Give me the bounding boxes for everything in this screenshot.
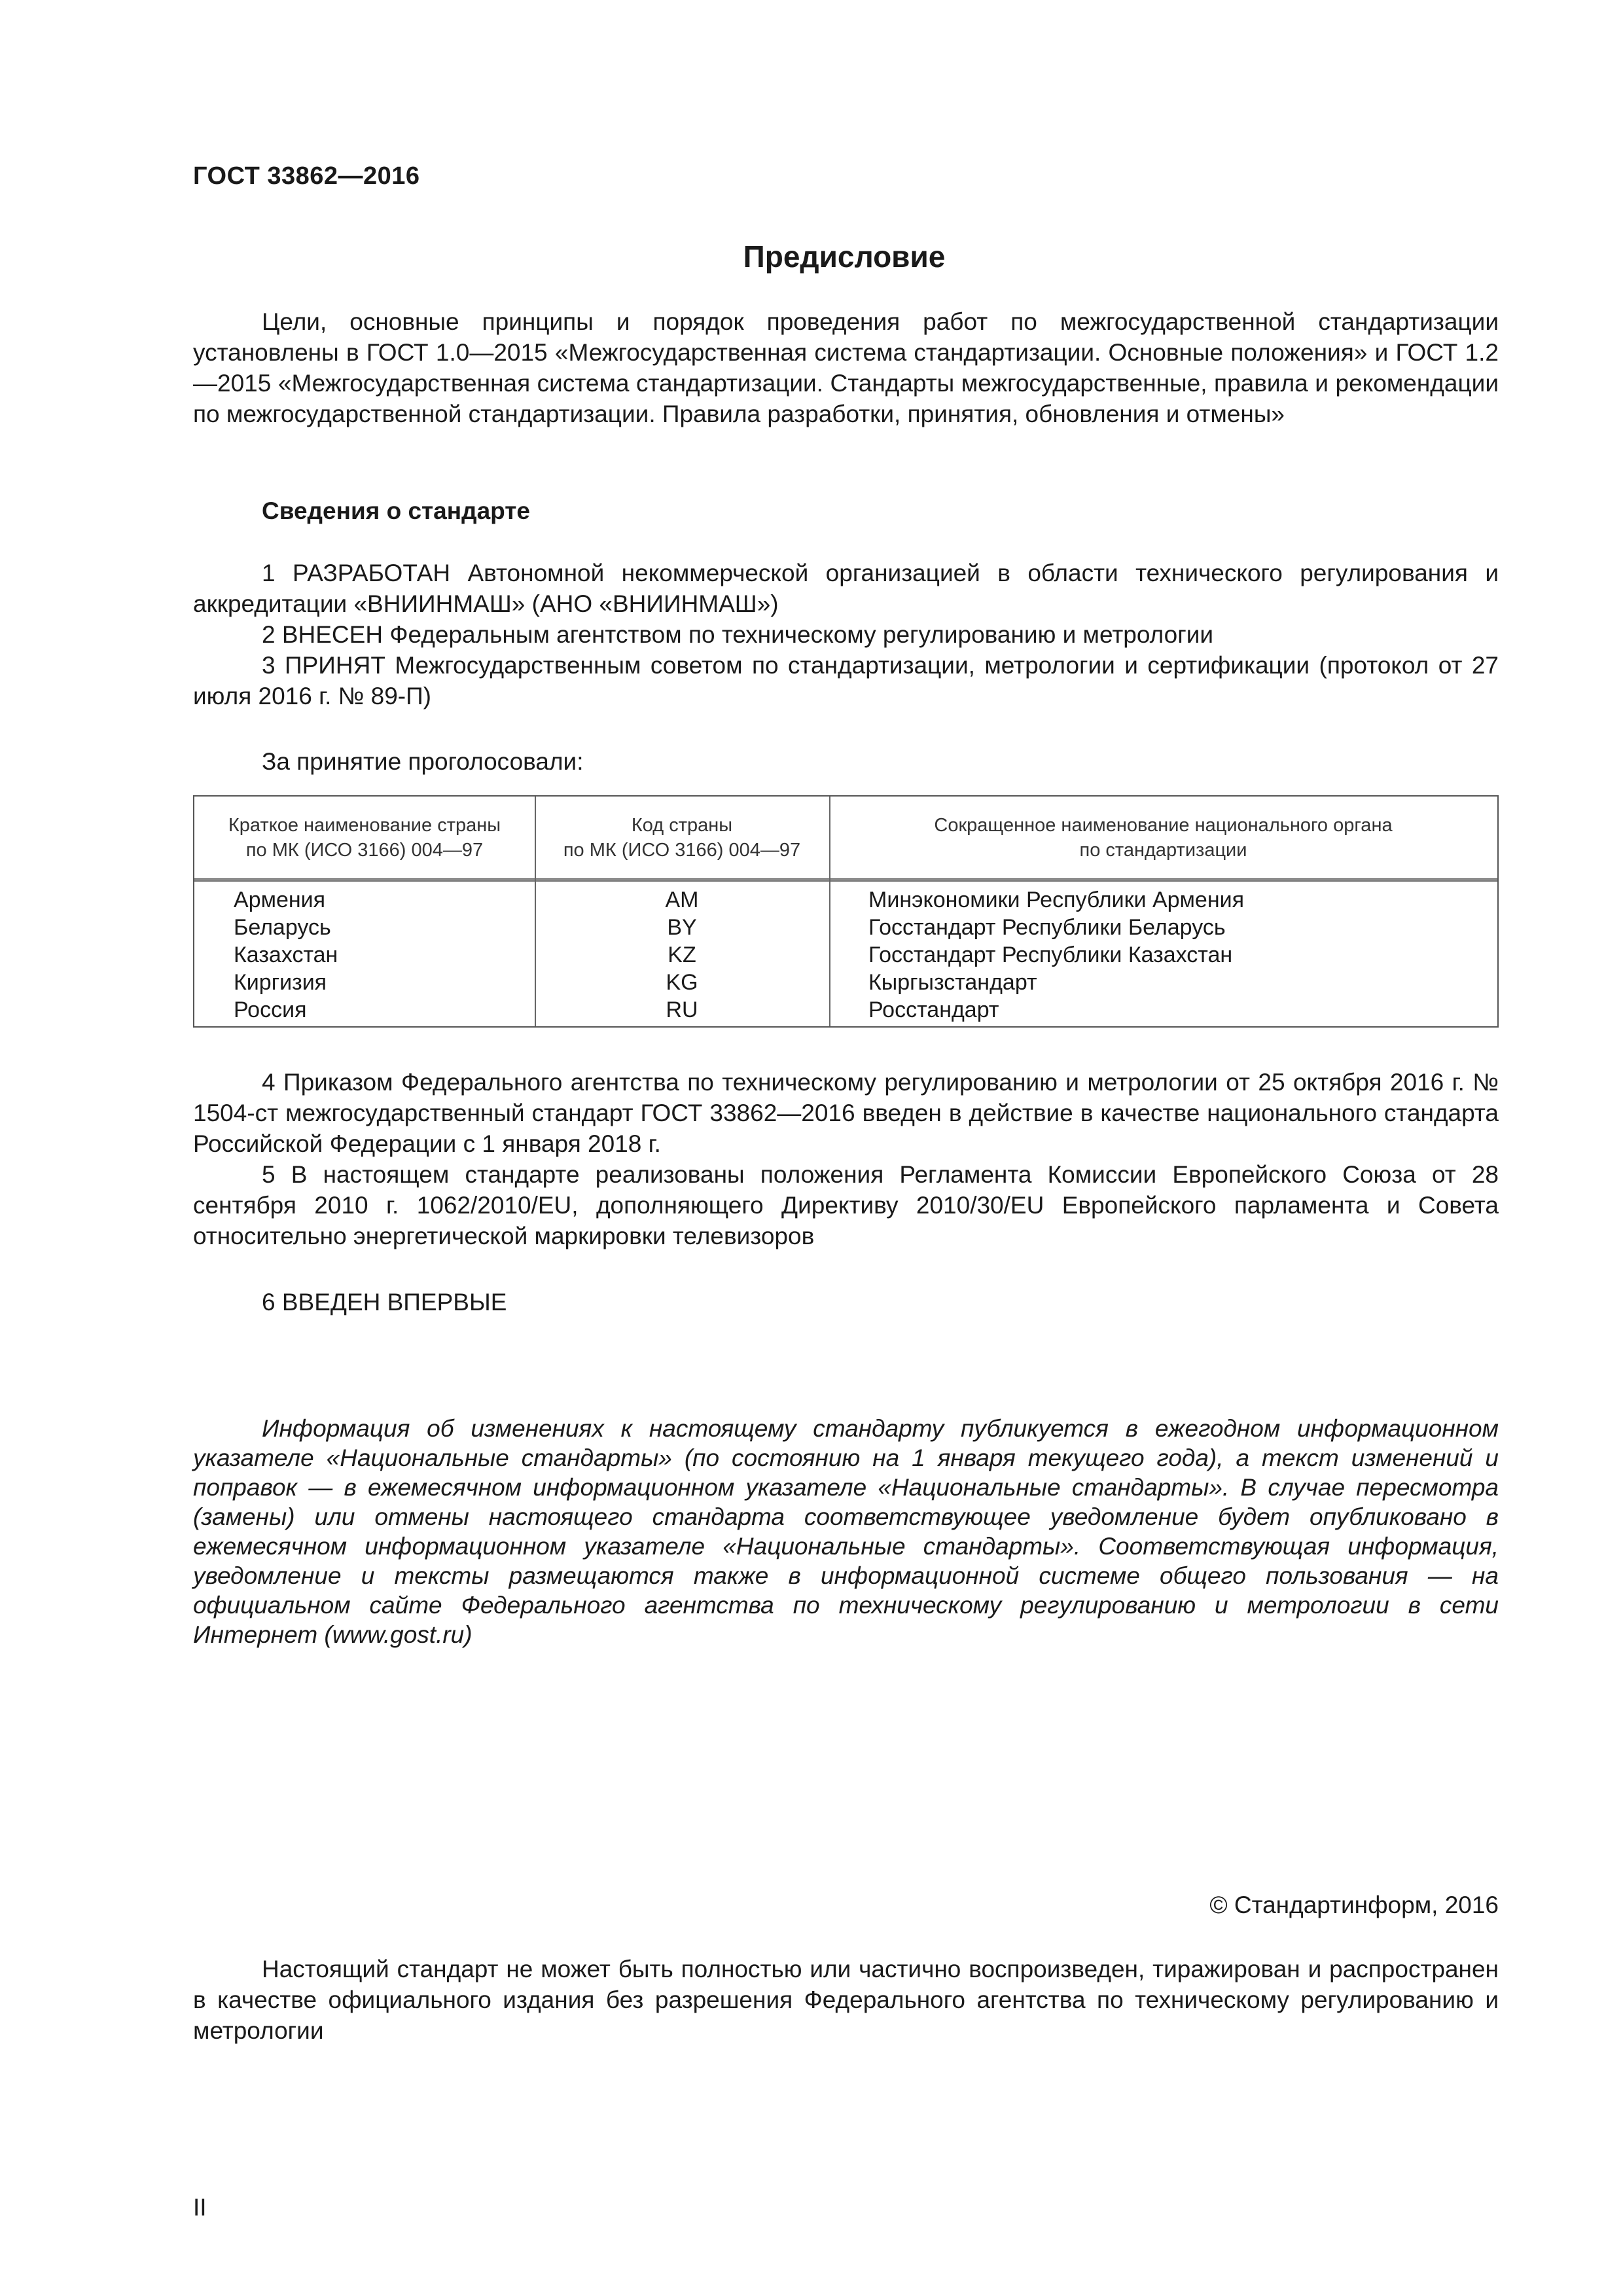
country-cell: Россия bbox=[234, 997, 307, 1022]
code-cell: BY bbox=[667, 915, 697, 940]
items-4-5 bbox=[193, 1067, 1499, 1251]
page-number: II bbox=[193, 2194, 207, 2221]
item-2: 2 ВНЕСЕН Федеральным агентством по техническому регулированию и метрологии bbox=[262, 621, 1214, 648]
table-row bbox=[194, 941, 1497, 969]
reproduction-notice: Настоящий стандарт не может быть полностью или частично воспроизведен, тиражирован и распространен в качестве официального издания без разрешения Федерального агентства по техническому регулированию и метрологии bbox=[193, 1956, 1499, 2044]
standard-info-section bbox=[193, 497, 1499, 525]
table-body bbox=[194, 886, 1497, 1024]
items-1-3 bbox=[193, 558, 1499, 711]
header-org-line1: Сокращенное наименование национального органа bbox=[934, 814, 1393, 836]
item-6-wrap bbox=[193, 1287, 1499, 1318]
votes-table bbox=[193, 795, 1499, 1028]
code-cell: AM bbox=[665, 888, 699, 912]
country-cell: Киргизия bbox=[234, 970, 327, 995]
header-separator bbox=[194, 878, 1497, 882]
org-cell: Минэкономики Республики Армения bbox=[868, 888, 1244, 912]
document-id: ГОСТ 33862—2016 bbox=[193, 162, 420, 190]
reproduction-notice-section bbox=[193, 1954, 1499, 2046]
voted-label: За принятие проголосовали: bbox=[262, 748, 584, 775]
country-cell: Казахстан bbox=[234, 942, 338, 967]
code-cell: KG bbox=[666, 970, 698, 995]
code-cell: KZ bbox=[668, 942, 696, 967]
item-4: 4 Приказом Федерального агентства по техническому регулированию и метрологии от 25 октября 2016 г. № 1504-ст межгосударственный стандарт ГОСТ 33862—2016 введен в действие в качестве национального стандарта Российской Федерации с 1 января 2018 г. bbox=[193, 1069, 1499, 1157]
item-5: 5 В настоящем стандарте реализованы положения Регламента Комиссии Европейского Союза от 28 сентября 2010 г. 1062/2010/EU, дополняющего Директиву 2010/30/EU Европейского парламента и Совета относительно энергетической маркировки телевизоров bbox=[193, 1161, 1499, 1249]
page-title: Предисловие bbox=[743, 240, 946, 274]
table-row bbox=[194, 914, 1497, 941]
table-header-country-cell bbox=[194, 797, 535, 878]
org-cell: Росстандарт bbox=[868, 997, 999, 1022]
org-cell: Госстандарт Республики Беларусь bbox=[868, 915, 1226, 940]
country-cell: Беларусь bbox=[234, 915, 331, 940]
header-org-line2: по стандартизации bbox=[1079, 839, 1247, 861]
standard-info-heading: Сведения о стандарте bbox=[262, 497, 530, 524]
item-3: 3 ПРИНЯТ Межгосударственным советом по стандартизации, метрологии и сертификации (протокол от 27 июля 2016 г. № 89-П) bbox=[193, 652, 1499, 709]
voted-label-wrap bbox=[193, 746, 1499, 777]
item-1: 1 РАЗРАБОТАН Автономной некоммерческой организацией в области технического регулирования и аккредитации «ВНИИНМАШ» (АНО «ВНИИНМАШ») bbox=[193, 560, 1499, 617]
table-row bbox=[194, 969, 1497, 996]
header-code-line2: по МК (ИСО 3166) 004—97 bbox=[563, 839, 801, 861]
copyright: © Стандартинформ, 2016 bbox=[1209, 1892, 1499, 1918]
header-country-text2: по МК (ИСО 3166) 004—97 bbox=[245, 839, 484, 861]
header-country-text1: Краткое наименование страны bbox=[228, 814, 501, 836]
table-header-org bbox=[829, 797, 1497, 878]
intro-section bbox=[193, 306, 1499, 429]
table-row bbox=[194, 886, 1497, 914]
country-cell: Армения bbox=[234, 888, 326, 912]
changes-info-section bbox=[193, 1414, 1499, 1649]
org-cell: Госстандарт Республики Казахстан bbox=[868, 942, 1233, 967]
intro-paragraph: Цели, основные принципы и порядок проведения работ по межгосударственной стандартизации установлены в ГОСТ 1.0—2015 «Межгосударственная система стандартизации. Основные положения» и ГОСТ 1.2—2015 «Межгосударственная система стандартизации. Стандарты межгосударственные, правила и рекомендации по межгосударственной стандартизации. Правила разработки, принятия, обновления и отмены» bbox=[193, 308, 1499, 427]
item-6: 6 ВВЕДЕН ВПЕРВЫЕ bbox=[262, 1289, 507, 1316]
org-cell: Кыргызстандарт bbox=[868, 970, 1037, 995]
code-cell: RU bbox=[666, 997, 698, 1022]
header-code-line1: Код страны bbox=[631, 814, 733, 836]
changes-info-paragraph: Информация об изменениях к настоящему стандарту публикуется в ежегодном информационном указателе «Национальные стандарты» (по состоянию на 1 января текущего года), а текст изменений и поправок — в ежемесячном информационном указателе «Национальные стандарты». В случае пересмотра (замены) или отмены настоящего стандарта соответствующее уведомление будет опубликовано в ежемесячном информационном указателе «Национальные стандарты». Соответствующая информация, уведомление и тексты размещаются также в информационной системе общего пользования — на официальном сайте Федерального агентства по техническому регулированию и метрологии в сети Интернет (www.gost.ru) bbox=[193, 1415, 1499, 1648]
table-row bbox=[194, 996, 1497, 1024]
table-header-code bbox=[535, 797, 829, 878]
